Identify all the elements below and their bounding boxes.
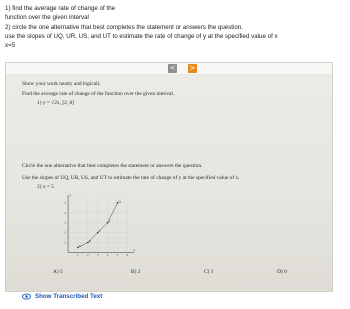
choice-a[interactable]: A) 5 [53,269,63,275]
question-line: x=5 [5,42,16,50]
instruction-text: Show your work neatly and logicall. [22,81,101,87]
x-tick-label: 3 [96,254,99,258]
question-line: use the slopes of UQ, UR, US, and UT to estimate the rate of change of y at the specified value of x [5,32,278,40]
question-photo [5,62,333,292]
show-transcribed-text-link[interactable] [22,293,102,300]
part1-problem: 1) y = √2x, [2, 8] [37,100,74,106]
point-label: R [88,239,91,243]
question-line: 2) circle the one alternative that best completes the statement or answers the question. [5,23,244,31]
graph-ticks [64,202,128,257]
point-label: S [98,229,101,233]
choice-c[interactable]: C) 1 [204,269,214,275]
x-tick-label: 5 [116,254,119,258]
choice-b[interactable]: B) 2 [131,269,141,275]
y-tick-label: 1 [64,241,66,245]
x-tick-label: 6 [126,254,128,258]
x-tick-label: 2 [87,254,89,258]
y-tick-label: 5 [64,201,66,205]
image-toolbar [6,63,332,74]
y-tick-label: 3 [64,221,66,225]
part2-instruction: Use the slopes of UQ, UR, US, and UT to estimate the rate of change of y at the specified value of x. [22,175,240,181]
previous-image-button[interactable]: < [169,64,176,72]
part1-title: Find the average rate of change of the function over the given interval. [22,91,175,97]
point-label: U [79,244,82,248]
x-axis-label: x [133,247,135,252]
question-line: 1) find the average rate of change of the [5,5,116,12]
x-tick-label: 4 [106,254,109,258]
question-line: function over the given interval [5,14,89,22]
eye-icon [22,293,31,300]
graph [44,193,156,263]
show-transcribed-text-label: Show Transcribed Text [35,293,103,300]
point-label: T [108,220,111,224]
y-tick-label: 4 [64,211,66,215]
part2-title: Circle the one alternative that best completes the statement or answers the question. [22,163,203,169]
y-axis-label: y [69,193,72,197]
part2-problem: 2) x = 5 [37,184,54,190]
choice-d[interactable]: D) 0 [277,269,287,275]
graph-points [77,200,120,248]
point-label: Q [118,200,121,204]
x-tick-label: 1 [77,254,79,258]
graph-grid [68,197,131,252]
y-tick-label: 2 [64,231,66,235]
question-text [5,4,345,50]
next-image-button[interactable]: > [189,64,196,72]
